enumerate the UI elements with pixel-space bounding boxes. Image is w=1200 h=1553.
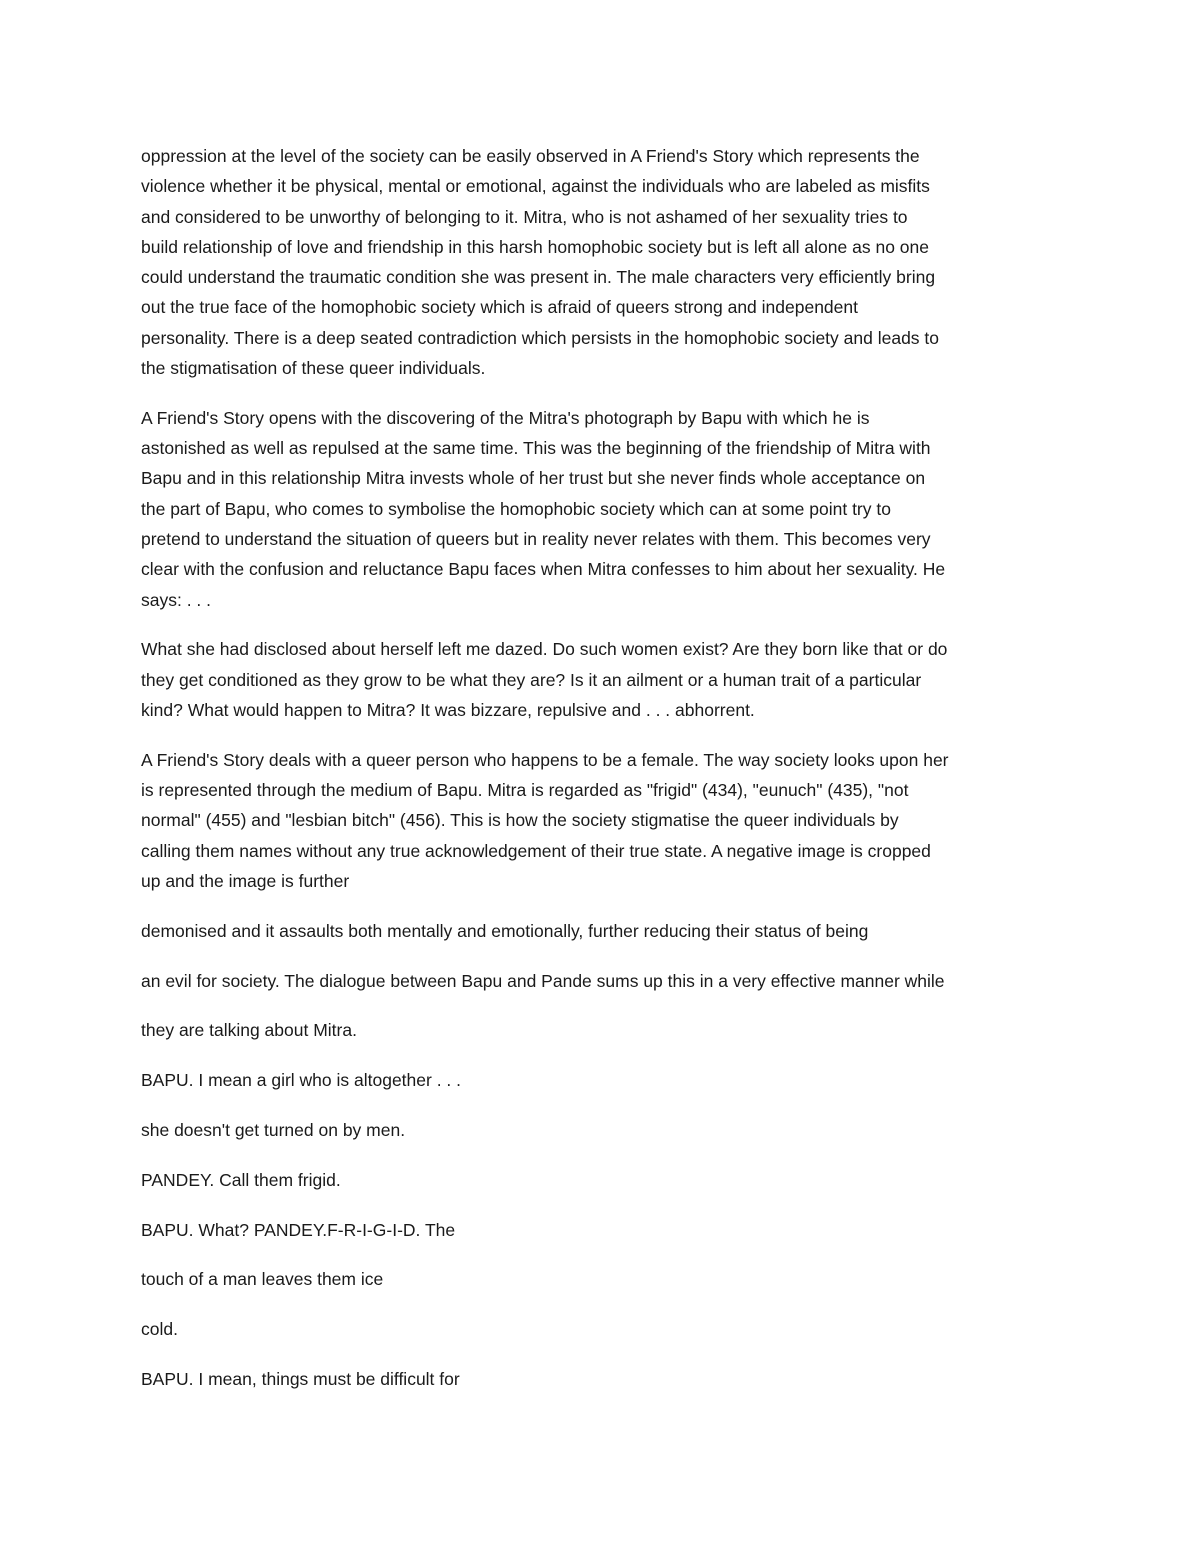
paragraph-2 [141,403,1061,615]
dialogue-line [141,1065,1061,1095]
text-line: A Friend's Story opens with the discovering of the Mitra's photograph by Bapu with which he is [141,407,870,428]
text-line: kind? What would happen to Mitra? It was bizzare, repulsive and . . . abhorrent. [141,700,755,721]
text-line: she doesn't get turned on by men. [141,1120,406,1141]
text-line: could understand the traumatic condition she was present in. The male characters very efficiently bring [141,267,936,288]
text-line: they are talking about Mitra. [141,1020,357,1041]
text-line: personality. There is a deep seated contradiction which persists in the homophobic society and leads to [141,327,940,348]
text-line: an evil for society. The dialogue between Bapu and Pande sums up this in a very effective manner while [141,970,945,991]
text-line: BAPU. I mean a girl who is altogether . . . [141,1070,462,1091]
text-line: the stigmatisation of these queer individuals. [141,358,486,379]
dialogue-line [141,1215,1061,1245]
text-line: and considered to be unworthy of belonging to it. Mitra, who is not ashamed of her sexuality tries to [141,206,908,227]
text-line: normal" (455) and "lesbian bitch" (456). This is how the society stigmatise the queer individuals by [141,810,899,831]
block-quote [141,634,1061,725]
dialogue-line [141,1314,1061,1344]
text-line: says: . . . [141,589,212,610]
text-line: they get conditioned as they grow to be what they are? Is it an ailment or a human trait of a particular [141,669,922,690]
text-line: touch of a man leaves them ice [141,1269,384,1290]
dialogue-line [141,1165,1061,1195]
text-line: astonished as well as repulsed at the same time. This was the beginning of the friendship of Mitra with [141,438,931,459]
dialogue-line [141,1364,1061,1394]
text-line: pretend to understand the situation of queers but in reality never relates with them. This becomes very [141,529,931,550]
text-line: clear with the confusion and reluctance Bapu faces when Mitra confesses to him about her sexuality. He [141,559,946,580]
text-line: cold. [141,1319,178,1340]
text-line: violence whether it be physical, mental or emotional, against the individuals who are labeled as misfits [141,176,930,197]
paragraph-4 [141,745,1061,896]
text-line: calling them names without any true acknowledgement of their true state. A negative image is cropped [141,840,931,861]
text-line: What she had disclosed about herself left me dazed. Do such women exist? Are they born like that or do [141,639,948,660]
text-line: PANDEY. Call them frigid. [141,1169,341,1190]
paragraph-1 [141,141,1061,383]
text-line: demonised and it assaults both mentally and emotionally, further reducing their status of being [141,920,869,941]
text-line: up and the image is further [141,871,350,892]
text-line: oppression at the level of the society can be easily observed in A Friend's Story which represents the [141,146,920,166]
text-line: out the true face of the homophobic society which is afraid of queers strong and independent [141,297,858,318]
text-line: build relationship of love and friendship in this harsh homophobic society but is left all alone as no one [141,236,929,257]
body-text [141,141,1061,1394]
text-line: BAPU. What? PANDEY.F-R-I-G-I-D. The [141,1219,456,1240]
dialogue-line [141,1264,1061,1294]
paragraph-7 [141,1015,1061,1045]
text-line: is represented through the medium of Bapu. Mitra is regarded as "frigid" (434), "eunuch" (435), "not [141,780,909,801]
text-line: BAPU. I mean, things must be difficult for [141,1369,460,1389]
paragraph-6 [141,966,1061,996]
text-line: the part of Bapu, who comes to symbolise the homophobic society which can at some point try to [141,498,891,519]
text-line: Bapu and in this relationship Mitra invests whole of her trust but she never finds whole acceptance on [141,468,926,489]
dialogue-line [141,1115,1061,1145]
paragraph-5 [141,916,1061,946]
text-line: A Friend's Story deals with a queer person who happens to be a female. The way society looks upon her [141,749,949,770]
